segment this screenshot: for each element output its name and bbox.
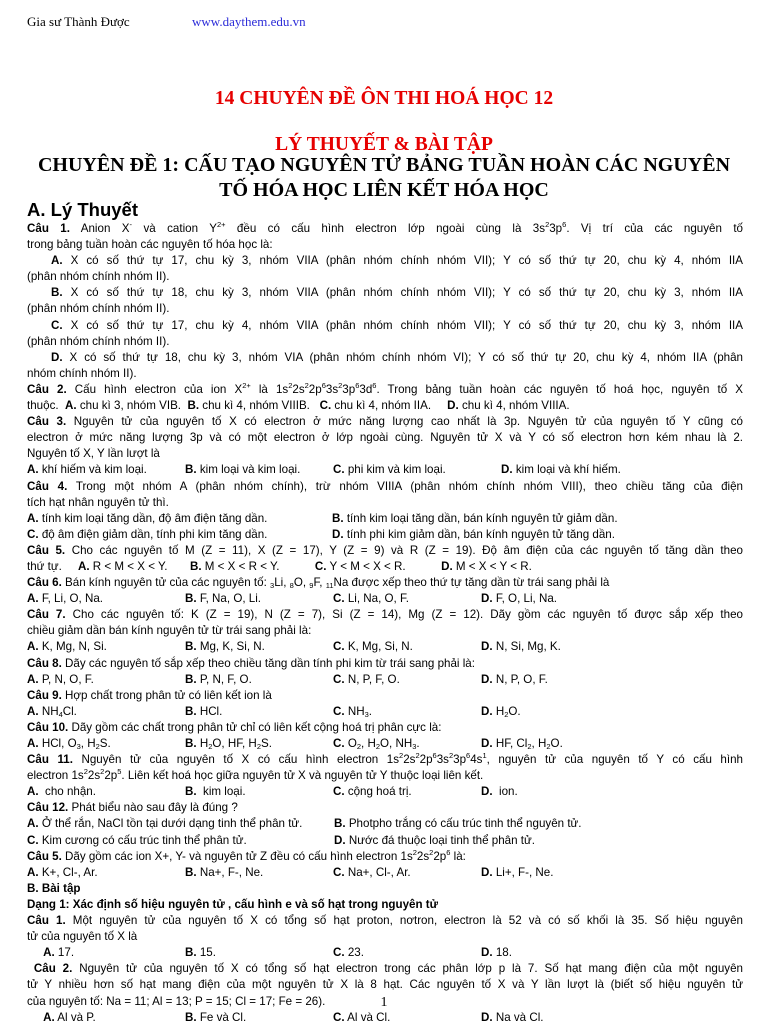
question-5b-options: A. K+, Cl-, Ar. B. Na+, F-, Ne. C. Na+, Cl-, Ar. D. Li+, F-, Ne. <box>27 865 554 879</box>
question-5b: Câu 5. Dãy gồm các ion X+, Y- và nguyên tử Z đều có cấu hình electron $1s^22s^22p^6$ là: <box>27 847 466 863</box>
question-7-options: A. K, Mg, N, Si. B. Mg, K, Si, N. C. K, Mg, Si, N. D. N, Si, Mg, K. <box>27 640 561 654</box>
document-subtitle: LÝ THUYẾT & BÀI TẬP <box>275 134 493 155</box>
question-9: Câu 9. Hợp chất trong phân tử có liên kết ion là <box>27 688 272 702</box>
question-4-cont: tích hạt nhân nguyên tử thì. <box>27 495 169 509</box>
question-1-option-d-cont: nhóm chính nhóm II). <box>27 366 137 380</box>
question-7-cont: chiều giảm dần bán kính nguyên tử từ trái sang phải là: <box>27 624 312 638</box>
exercise-1: Câu 1. Một nguyên tử của nguyên tố X có tổng số hạt proton, nơtron, electron là 52 và có số khối là 35. Số hiệu nguyên <box>27 914 743 928</box>
page-number: 1 <box>380 995 388 1010</box>
question-3-options: A. khí hiếm và kim loại. B. kim loại và kim loại. C. phi kim và kim loại. D. kim loại và khí hiếm. <box>27 463 621 477</box>
question-1-option-a-cont: (phân nhóm chính nhóm II). <box>27 270 170 284</box>
exercise-2-cont2: của nguyên tố: Na = 11; Al = 13; P = 15; Cl = 17; Fe = 26). <box>27 994 326 1008</box>
exercise-2-cont1: tử Y nhiều hơn số hạt mang điện của một nguyên tử X là 8 hạt. Các nguyên tố X và Y lần lượt là (biết số hiệu nguyên tử <box>27 978 743 992</box>
document-title: 14 CHUYÊN ĐỀ ÔN THI HOÁ HỌC 12 <box>214 88 554 109</box>
question-2-options: thuộc. A. chu kì 3, nhóm VIB. B. chu kì 4, nhóm VIIIB. C. chu kì 4, nhóm IIA. D. chu kì 4, nhóm VIIIA. <box>27 399 570 413</box>
dang-1-heading: Dạng 1: Xác định số hiệu nguyên tử , cấu hình e và số hạt trong nguyên tử <box>27 897 439 911</box>
question-1-option-c-cont: (phân nhóm chính nhóm II). <box>27 334 170 348</box>
question-2: Câu 2. Cấu hình electron của ion $X^{2+}$ là $1s^22s^22p^63s^23p^63d^6$. Trong bảng tuần hoàn các nguyên tố hoá học, nguyên tố X <box>27 380 743 396</box>
question-5-options: thứ tự. A. R < M < X < Y. B. M < X < R < Y. C. Y < M < X < R. D. M < X < Y < R. <box>27 559 532 573</box>
exercise-1-cont: tử của nguyên tố X là <box>27 930 138 944</box>
question-1: Câu 1. Anion X- và cation $Y^{2+}$ đều có cấu hình electron lớp ngoài cùng là $3s^23p^6$. Vị trí của các nguyên tố <box>27 220 744 235</box>
question-4: Câu 4. Trong một nhóm A (phân nhóm chính), trừ nhóm VIIIA (phân nhóm chính nhóm VIII), theo chiều tăng của điện <box>27 479 744 493</box>
question-3: Câu 3. Nguyên tử của nguyên tố X có electron ở mức năng lượng cao nhất là 3p. Nguyên tử của nguyên tố Y cũng có <box>27 415 743 429</box>
question-1-option-a: A. X có số thứ tự 17, chu kỳ 3, nhóm VIIA (phân nhóm chính nhóm VII); Y có số thứ tự 20, chu kỳ 4, nhóm IIA <box>51 254 743 268</box>
question-9-options: A. $NH_4Cl$. B. HCl. C. $NH_3$. D. $H_2O$. <box>27 704 521 719</box>
question-8: Câu 8. Dãy các nguyên tố sắp xếp theo chiều tăng dần tính phi kim từ trái sang phải là: <box>27 656 475 670</box>
exercise-2-options: A. Al và P. B. Fe và Cl. C. Al và Cl. D. Na và Cl. <box>43 1010 544 1024</box>
question-6-options: A. F, Li, O, Na. B. F, Na, O, Li. C. Li, Na, O, F. D. F, O, Li, Na. <box>27 592 558 606</box>
section-a-heading: A. Lý Thuyết <box>27 199 139 220</box>
question-10: Câu 10. Dãy gồm các chất trong phân tử chỉ có liên kết cộng hoá trị phân cực là: <box>27 720 442 734</box>
exercise-2: Câu 2. Nguyên tử của nguyên tố X có tổng số hạt electron trong các phân lớp p là 7. Số hạt mang điện của một nguyên <box>33 962 743 976</box>
question-11-cont: electron $1s^22s^22p^5$. Liên kết hoá học giữa nguyên tử X và nguyên tử Y thuộc loại liên kết. <box>27 767 484 783</box>
question-1-option-b-cont: (phân nhóm chính nhóm II). <box>27 302 170 316</box>
question-12-row1: A. Ở thể rắn, NaCl tồn tại dưới dạng tinh thể phân tử. B. Photpho trắng có cấu trúc tinh thể nguyên tử. <box>27 817 582 831</box>
question-4-row2: C. độ âm điện giảm dần, tính phi kim tăng dần. D. tính phi kim giảm dần, bán kính nguyên tử tăng dần. <box>27 527 615 541</box>
question-3-cont1: electron ở mức năng lượng 3p và có một electron ở lớp ngoài cùng. Nguyên tử X và Y có số electron hơn kém nhau là 2. <box>27 431 743 445</box>
section-b-heading: B. Bài tập <box>27 881 81 895</box>
topic-title: CHUYÊN ĐỀ 1: CẤU TẠO NGUYÊN TỬ BẢNG TUẦN HOÀN CÁC NGUYÊN TỐ HÓA HỌC LIÊN KẾT HÓA HỌC <box>37 154 731 201</box>
document-body <box>27 221 743 1026</box>
question-11-options: A. cho nhận. B. kim loại. C. cộng hoá trị. D. ion. <box>27 785 518 799</box>
question-1-cont: trong bảng tuần hoàn các nguyên tố hóa học là: <box>27 238 273 252</box>
question-7: Câu 7. Cho các nguyên tố: K (Z = 19), N (Z = 7), Si (Z = 14), Mg (Z = 12). Dãy gồm các nguyên tố được sắp xếp theo <box>27 608 743 622</box>
question-1-option-c: C. X có số thứ tự 17, chu kỳ 4, nhóm VIIA (phân nhóm chính nhóm VII); Y có số thứ tự 20, chu kỳ 3, nhóm IIA <box>51 318 743 332</box>
header-author: Gia sư Thành Được <box>27 14 130 29</box>
question-8-options: A. P, N, O, F. B. P, N, F, O. C. N, P, F, O. D. N, P, O, F. <box>27 672 548 686</box>
question-6: Câu 6. Bán kính nguyên tử của các nguyên tố: $_3$Li, $_8$O, $_9$F, $_{11}$Na được xếp theo thứ tự tăng dần từ trái sang phải là <box>27 576 610 591</box>
question-12-row2: C. Kim cương có cấu trúc tinh thể phân tử. D. Nước đá thuộc loại tinh thể phân tử. <box>27 833 536 847</box>
exercise-1-options: A. 17. B. 15. C. 23. D. 18. <box>43 946 512 960</box>
question-4-row1: A. tính kim loại tăng dần, độ âm điện tăng dần. B. tính kim loại tăng dần, bán kính nguyên tử giảm dần. <box>27 511 618 525</box>
question-5: Câu 5. Cho các nguyên tố M (Z = 11), X (Z = 17), Y (Z = 9) và R (Z = 19). Độ âm điện của các nguyên tố tăng dần theo <box>27 543 743 557</box>
question-1-option-b: B. X có số thứ tự 18, chu kỳ 3, nhóm VIIA (phân nhóm chính nhóm VII); Y có số thứ tự 20, chu kỳ 3, nhóm IIA <box>51 286 743 300</box>
question-10-options: A. HCl, $O_3$, $H_2S$. B. $H_2O$, HF, $H_2S$. C. $O_2$, $H_2O$, $NH_3$. D. HF, $Cl_2$, $H_2O$. <box>27 737 563 751</box>
question-3-cont2: Nguyên tố X, Y lần lượt là <box>27 447 160 461</box>
question-12: Câu 12. Phát biểu nào sau đây là đúng ? <box>27 801 238 815</box>
page-header <box>27 14 741 32</box>
question-1-option-d: D. X có số thứ tự 18, chu kỳ 3, nhóm VIA (phân nhóm chính nhóm VI); Y có số thứ tự 20, chu kỳ 4, nhóm IIA (phân <box>51 350 743 364</box>
header-url-link[interactable]: www.daythem.edu.vn <box>192 14 306 29</box>
question-11: Câu 11. Nguyên tử của nguyên tố X có cấu hình electron $1s^22s^22p^63s^23p^64s^1$, nguyên tử của nguyên tố Y có cấu hình <box>27 751 744 767</box>
